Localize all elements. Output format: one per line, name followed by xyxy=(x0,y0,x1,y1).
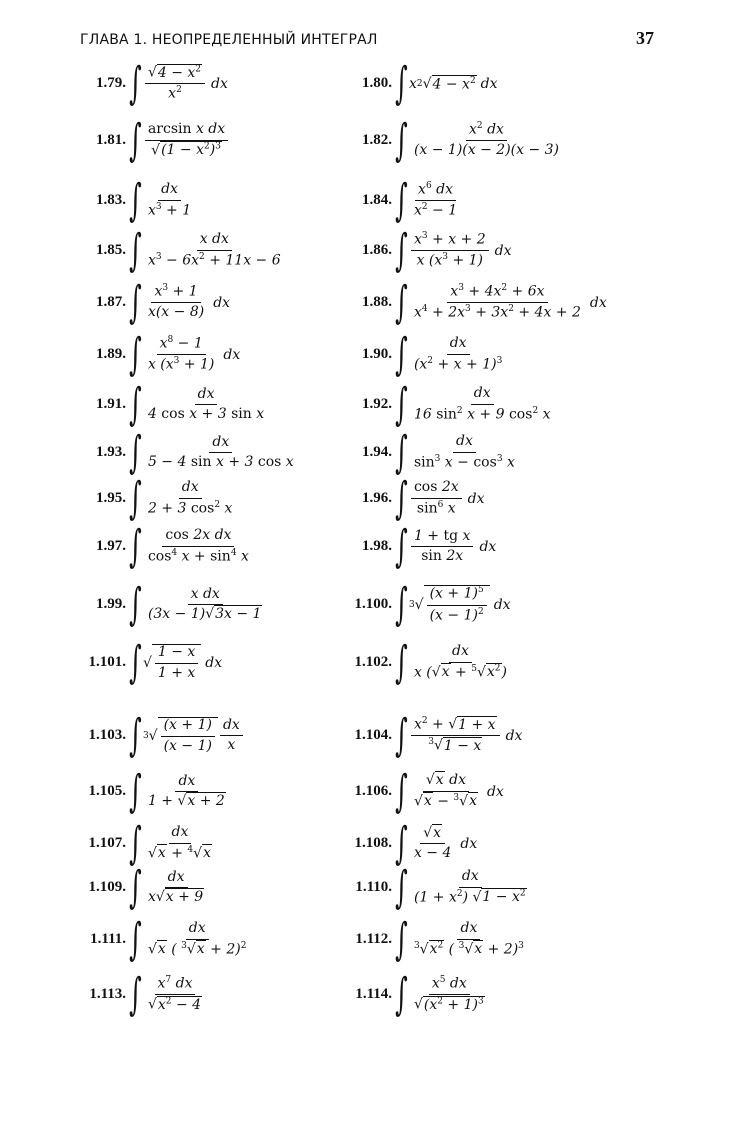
problem-number: 1.80. xyxy=(362,75,392,91)
problem-number: 1.107. xyxy=(88,835,126,851)
integrand: $\frac{dx}{√x ( ^3√x + 2)^2}$ xyxy=(147,920,247,958)
problem-1-114 xyxy=(336,968,490,1020)
integral-sign: ∫ xyxy=(129,861,142,913)
problem-1-88 xyxy=(336,276,607,328)
integral-sign: ∫ xyxy=(395,57,408,109)
problem-1-90 xyxy=(336,328,507,380)
integral-sign: ∫ xyxy=(129,378,142,430)
problem-1-106 xyxy=(336,765,504,817)
integral-sign: ∫ xyxy=(395,224,408,276)
chapter-title: ГЛАВА 1. НЕОПРЕДЕЛЕННЫЙ ИНТЕГРАЛ xyxy=(80,32,378,48)
problem-number: 1.81. xyxy=(96,132,126,148)
problem-1-97 xyxy=(70,520,254,572)
problem-1-110 xyxy=(336,861,532,913)
integrand: $\frac{dx}{\text{4 cos x + 3 sin x}}$ xyxy=(147,385,265,422)
problem-1-89 xyxy=(70,328,241,380)
problem-1-82 xyxy=(336,114,564,166)
problem-1-84 xyxy=(336,174,462,226)
integrand: 3 √ $\frac{(x + 1)}{(x - 1)}$ $\frac{dx}{x}$ xyxy=(143,717,245,754)
integrand: $\frac{dx}{\sin^3 x - \cos^3 x}$ xyxy=(413,433,515,471)
integral-sign: ∫ xyxy=(395,709,408,761)
problem-number: 1.111. xyxy=(90,931,126,947)
integrand: $\frac{√4 - x^2}{x^2}$ dx xyxy=(143,65,228,102)
integral-sign: ∫ xyxy=(129,578,142,630)
integral-sign: ∫ xyxy=(395,472,408,524)
problem-number: 1.87. xyxy=(96,294,126,310)
integral-sign: ∫ xyxy=(129,114,142,166)
problem-1-109 xyxy=(70,861,209,913)
problem-1-81 xyxy=(70,114,230,166)
integrand: $\frac{x^2 + √1 + x}{^3√1 - x}$ dx xyxy=(409,717,523,754)
problem-1-104 xyxy=(336,709,523,761)
integral-sign: ∫ xyxy=(129,472,142,524)
problem-1-100 xyxy=(336,578,511,630)
integral-sign: ∫ xyxy=(129,817,142,869)
integral-sign: ∫ xyxy=(129,709,142,761)
integral-sign: ∫ xyxy=(129,224,142,276)
integrand: $\frac{dx}{2 + 3 \cos^2 x}$ xyxy=(147,479,233,517)
integrand: $\frac{x^7 dx}{√x^2 - 4}$ xyxy=(147,974,202,1013)
integral-sign: ∫ xyxy=(395,765,408,817)
problem-number: 1.91. xyxy=(96,396,126,412)
integral-sign: ∫ xyxy=(395,520,408,572)
integrand: $\frac{\text{arcsin x dx}}{√(1 - x^2)^3}$ xyxy=(143,122,230,158)
problem-number: 1.114. xyxy=(355,986,392,1002)
integrand: $\frac{x^3 + x + 2}{x (x^3 + 1)}$ dx xyxy=(409,232,512,269)
problem-1-113 xyxy=(70,968,207,1020)
integral-sign: ∫ xyxy=(129,174,142,226)
problem-number: 1.103. xyxy=(88,727,126,743)
integrand: √ $\frac{1 - x}{1 + x}$ dx xyxy=(142,644,223,681)
problem-number: 1.85. xyxy=(96,242,126,258)
problem-1-108 xyxy=(336,817,478,869)
integrand: $\frac{dx}{(1 + x^2) √1 - x^2}$ xyxy=(413,868,526,906)
integrand: $\frac{dx}{(x^2 + x + 1)^3}$ xyxy=(413,335,503,373)
problem-1-86 xyxy=(336,224,512,276)
problem-number: 1.100. xyxy=(354,596,392,612)
integrand: $\frac{dx}{^3√x^2 ( ^3√x + 2)^3}$ xyxy=(413,920,524,958)
problem-1-98 xyxy=(336,520,497,572)
problem-number: 1.109. xyxy=(88,879,126,895)
problem-1-79 xyxy=(70,57,228,109)
integral-sign: ∫ xyxy=(129,636,142,688)
integral-sign: ∫ xyxy=(129,913,142,965)
problem-number: 1.82. xyxy=(362,132,392,148)
problem-number: 1.93. xyxy=(96,444,126,460)
integrand: $\frac{dx}{16 \sin^2 x + 9 \cos^2 x}$ xyxy=(413,385,551,423)
problem-number: 1.88. xyxy=(362,294,392,310)
problem-number: 1.113. xyxy=(89,986,126,1002)
integral-sign: ∫ xyxy=(129,328,142,380)
problem-number: 1.112. xyxy=(355,931,392,947)
integrand: $\frac{x^2 dx}{(x - 1)(x - 2)(x - 3)}$ xyxy=(413,121,560,159)
integrand: $\frac{dx}{\text{5 − 4 sin x + 3 cos x}}$ xyxy=(147,433,294,470)
problem-1-112 xyxy=(336,913,529,965)
problem-1-91 xyxy=(70,378,269,430)
problem-1-95 xyxy=(70,472,237,524)
problem-number: 1.97. xyxy=(96,538,126,554)
problem-1-94 xyxy=(336,426,520,478)
problem-number: 1.86. xyxy=(362,242,392,258)
integrand: $\frac{dx}{x (√x + ^5√x^2)}$ xyxy=(413,643,507,681)
integral-sign: ∫ xyxy=(395,913,408,965)
integral-sign: ∫ xyxy=(395,636,408,688)
integral-sign: ∫ xyxy=(395,114,408,166)
integrand: x 2 √ $4 - x^2$ dx xyxy=(408,75,498,93)
problem-1-105 xyxy=(70,765,231,817)
integral-sign: ∫ xyxy=(395,861,408,913)
integral-sign: ∫ xyxy=(129,765,142,817)
problem-number: 1.106. xyxy=(354,783,392,799)
integral-sign: ∫ xyxy=(395,426,408,478)
integrand: $\frac{x^6 dx}{x^2 - 1}$ xyxy=(413,180,458,219)
integral-sign: ∫ xyxy=(395,968,408,1020)
problem-1-111 xyxy=(70,913,251,965)
problem-1-93 xyxy=(70,426,299,478)
integral-sign: ∫ xyxy=(129,426,142,478)
problem-number: 1.90. xyxy=(362,346,392,362)
integrand: $\frac{x^5 dx}{√(x^2 + 1)^3}$ xyxy=(413,974,484,1013)
integrand: $\frac{dx}{√x + ^4√x}$ xyxy=(147,824,211,862)
integrand: $\frac{\text{x dx}}{(3x - 1)√3x - 1}$ xyxy=(147,585,262,622)
integrand: $\frac{\text{cos 2x dx}}{\cos^4 x + \sin^4 x}$ xyxy=(147,527,249,565)
integrand: $\frac{\text{√x dx}}{√x - ^3√x}$ dx xyxy=(413,772,504,810)
integral-sign: ∫ xyxy=(395,817,408,869)
integrand: $\frac{\text{x dx}}{x^3 - 6x^2 + 11x - 6}$ xyxy=(147,231,281,269)
integrand: $\frac{x^8 - 1}{x (x^3 + 1)}$ dx xyxy=(147,334,241,373)
integral-sign: ∫ xyxy=(395,578,408,630)
integral-sign: ∫ xyxy=(129,968,142,1020)
integral-sign: ∫ xyxy=(395,174,408,226)
integral-sign: ∫ xyxy=(395,276,408,328)
integrand: $\frac{x^3 + 4x^2 + 6x}{x^4 + 2x^3 + 3x^2 + 4x + 2}$ dx xyxy=(413,282,607,321)
problem-1-99 xyxy=(70,578,267,630)
integral-sign: ∫ xyxy=(395,328,408,380)
problem-1-92 xyxy=(336,378,556,430)
problem-1-107 xyxy=(70,817,217,869)
integrand: $\frac{\cos 2x}{\sin^6 x}$ dx xyxy=(409,480,485,516)
integral-sign: ∫ xyxy=(129,520,142,572)
page-number: 37 xyxy=(636,28,654,48)
problem-1-87 xyxy=(70,276,231,328)
problem-number: 1.99. xyxy=(96,596,126,612)
integral-sign: ∫ xyxy=(395,378,408,430)
problem-1-83 xyxy=(70,174,196,226)
problem-number: 1.105. xyxy=(88,783,126,799)
problem-number: 1.98. xyxy=(362,538,392,554)
problem-number: 1.94. xyxy=(362,444,392,460)
problem-number: 1.89. xyxy=(96,346,126,362)
integrand: $\frac{dx}{x^3 + 1}$ xyxy=(147,181,192,219)
problem-number: 1.92. xyxy=(362,396,392,412)
problem-1-96 xyxy=(336,472,485,524)
problem-1-101 xyxy=(70,636,223,688)
problem-number: 1.79. xyxy=(96,75,126,91)
problem-number: 1.108. xyxy=(354,835,392,851)
integral-sign: ∫ xyxy=(129,276,142,328)
integrand: $\frac{dx}{x√x + 9}$ xyxy=(147,868,204,905)
integral-sign: ∫ xyxy=(129,57,142,109)
problem-number: 1.101. xyxy=(88,654,126,670)
problem-1-102 xyxy=(336,636,512,688)
problem-number: 1.102. xyxy=(354,654,392,670)
problem-number: 1.110. xyxy=(355,879,392,895)
integrand: 3 √ $\frac{(x + 1)^5}{(x - 1)^2}$ dx xyxy=(408,585,511,624)
problem-number: 1.84. xyxy=(362,192,392,208)
problem-number: 1.95. xyxy=(96,490,126,506)
integrand: $\frac{dx}{1 + √x + 2}$ xyxy=(147,772,225,809)
problem-number: 1.104. xyxy=(354,727,392,743)
problem-number: 1.96. xyxy=(362,490,392,506)
integrand: $\frac{\text{1 + tg x}}{\sin 2x}$ dx xyxy=(409,529,496,565)
integrand: $\frac{√x}{x - 4}$ dx xyxy=(413,824,478,861)
problem-number: 1.83. xyxy=(96,192,126,208)
problem-1-80 xyxy=(336,57,498,109)
problem-1-103 xyxy=(70,709,245,761)
integrand: $\frac{x^3 + 1}{x(x - 8)}$ dx xyxy=(147,283,231,321)
problem-1-85 xyxy=(70,224,286,276)
